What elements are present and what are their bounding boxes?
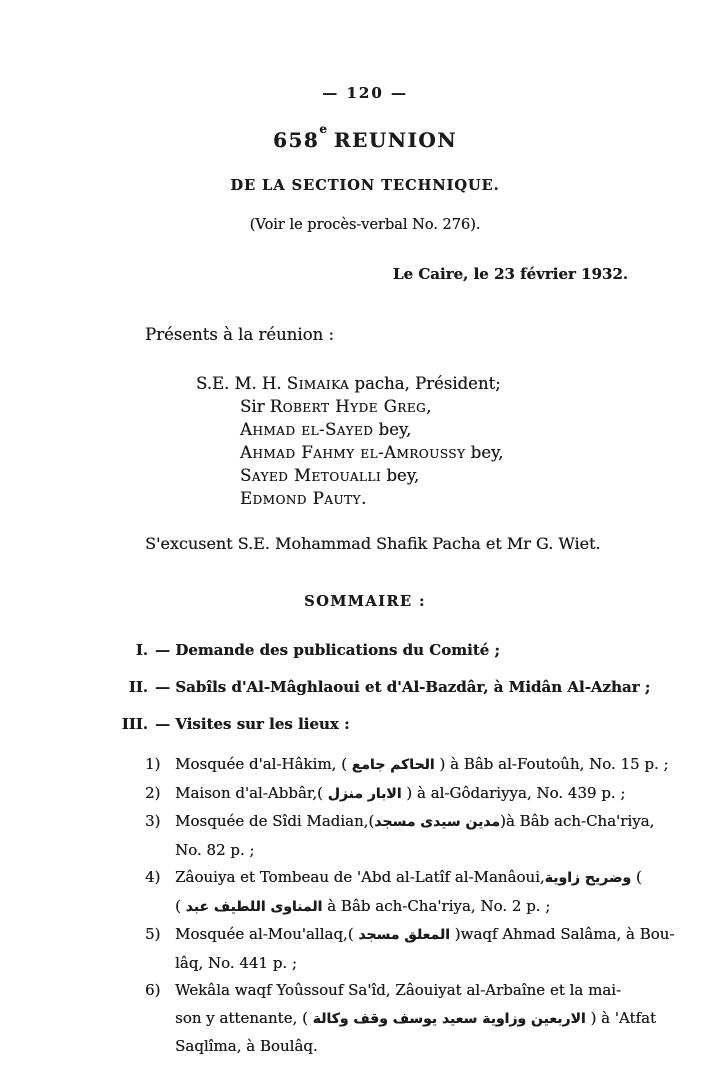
text-segment: Saqlîma, à Boulâq.	[175, 1037, 318, 1055]
visite-text	[175, 864, 642, 921]
attendee-line	[196, 372, 630, 395]
visite-item	[145, 808, 655, 864]
arabic-word: عبد	[185, 898, 209, 915]
visite-text	[175, 977, 656, 1061]
text-segment: S.E. M. H.	[196, 374, 287, 393]
visite-number: 1)	[145, 755, 161, 773]
text-segment: pacha, Président;	[349, 374, 501, 393]
text-segment: (	[631, 868, 642, 886]
arabic-word: وقف	[353, 1010, 388, 1027]
sommaire-numeral: II.	[128, 678, 148, 696]
text-segment: bey,	[373, 420, 412, 439]
sommaire-numeral: III.	[121, 715, 148, 733]
arabic-word: الحاكم	[390, 757, 435, 773]
text-segment: Simaika	[286, 374, 350, 393]
visite-item	[145, 751, 669, 780]
text-segment: à Bâb ach-Cha'riya, No. 2 p. ;	[322, 896, 551, 915]
arabic-word: سيدى	[420, 814, 461, 830]
visite-number: 2)	[145, 783, 161, 802]
arabic-word: جامع	[351, 757, 386, 773]
arabic-word: اللطيف	[213, 898, 266, 915]
visite-number: 4)	[145, 868, 161, 886]
text-segment: Zâouiya et Tombeau de 'Abd al-Latîf al-Manâoui,	[175, 868, 545, 886]
visite-number: 6)	[145, 981, 161, 999]
visite-text	[175, 921, 674, 977]
visite-item	[145, 780, 630, 809]
proces-verbal-reference: (Voir le procès-verbal No. 276).	[249, 217, 481, 233]
present-label: Présents à la réunion :	[145, 325, 334, 344]
text-segment: )à Bâb ach-Cha'riya,	[499, 812, 655, 830]
meeting-number: 658	[272, 128, 320, 152]
text-segment: Mosquée d'al-Hâkim, (	[175, 755, 352, 773]
page-number: — 120 —	[322, 84, 408, 102]
text-segment: Wekâla waqf Yoûssouf Sa'îd, Zâouiyat al-Arbaîne et la mai-	[175, 981, 622, 999]
text-segment: Maison d'al-Abbâr,(	[175, 783, 328, 802]
text-segment: son y attenante, (	[175, 1008, 313, 1027]
visite-item	[145, 864, 642, 921]
visite-text	[175, 808, 654, 864]
arabic-word: المعلق	[404, 927, 450, 943]
visite-item	[145, 977, 657, 1061]
text-segment: No. 82 p. ;	[175, 840, 255, 859]
sommaire-text: — Visites sur les lieux :	[155, 715, 350, 733]
attendee-list	[196, 372, 630, 510]
visite-item	[145, 921, 675, 977]
attendee-line	[196, 441, 630, 464]
arabic-word: يوسف	[392, 1010, 438, 1027]
meeting-title	[100, 122, 630, 152]
arabic-word: وضريح	[584, 870, 632, 886]
visite-list	[145, 751, 675, 1061]
section-subtitle: DE LA SECTION TECHNIQUE.	[230, 177, 500, 194]
text-segment: Sir	[240, 397, 270, 416]
text-segment: Ahmad Fahmy el-Amroussy	[240, 443, 466, 462]
arabic-word: سعيد	[441, 1010, 478, 1027]
sommaire-item	[100, 640, 630, 660]
text-segment: Robert Hyde Greg	[269, 397, 427, 416]
arabic-word: منزل	[327, 785, 363, 802]
visite-number: 3)	[145, 812, 161, 830]
text-segment: ,	[426, 397, 432, 416]
sommaire-list	[100, 640, 651, 734]
text-segment: bey,	[381, 466, 420, 485]
visite-number: 5)	[145, 925, 161, 943]
sommaire-item	[100, 677, 651, 697]
attendee-line	[196, 395, 630, 418]
attendee-line	[196, 418, 630, 441]
meeting-number-suffix: e	[319, 122, 327, 137]
excused-line: S'excusent S.E. Mohammad Shafik Pacha et Mr G. Wiet.	[145, 534, 601, 553]
sommaire-numeral: I.	[135, 641, 148, 659]
arabic-word: الاربعين	[530, 1010, 586, 1027]
text-segment: ) à Bâb al-Foutoûh, No. 15 p. ;	[434, 755, 669, 773]
arabic-word: مسجد	[374, 814, 416, 830]
text-segment: ) à 'Atfat	[585, 1008, 657, 1027]
text-segment: .	[360, 489, 367, 508]
arabic-word: وزاوية	[482, 1010, 527, 1027]
arabic-word: زاوية	[544, 870, 580, 886]
meeting-word: REUNION	[333, 128, 458, 152]
text-segment: )waqf Ahmad Salâma, à Bou-	[449, 925, 675, 943]
text-segment: bey,	[465, 443, 504, 462]
text-segment: Mosquée al-Mou'allaq,(	[175, 925, 359, 943]
attendee-line	[196, 464, 630, 487]
sommaire-text: — Sabîls d'Al-Mâghlaoui et d'Al-Bazdâr, à Midân Al-Azhar ;	[155, 678, 651, 696]
arabic-word: الابار	[367, 785, 402, 802]
dateline: Le Caire, le 23 février 1932.	[392, 265, 628, 283]
arabic-word: وكالة	[312, 1010, 349, 1027]
text-segment: Ahmad el-Sayed	[240, 420, 374, 439]
arabic-word: المناوى	[270, 898, 323, 915]
text-segment: Sayed Metoualli	[240, 466, 382, 485]
text-segment: lâq, No. 441 p. ;	[175, 953, 297, 972]
text-segment: Edmond Pauty	[240, 489, 361, 508]
text-segment: Mosquée de Sîdi Madian,(	[175, 812, 375, 830]
text-segment: ) à al-Gôdariyya, No. 439 p. ;	[401, 783, 626, 802]
text-segment: (	[175, 896, 186, 915]
sommaire-text: — Demande des publications du Comité ;	[155, 641, 500, 659]
visite-text	[175, 751, 669, 780]
sommaire-heading: SOMMAIRE :	[304, 593, 426, 610]
arabic-word: مسجد	[358, 927, 400, 943]
sommaire-item	[100, 714, 630, 734]
attendee-line	[196, 487, 630, 510]
visite-text	[175, 780, 625, 809]
arabic-word: مدين	[465, 814, 500, 830]
